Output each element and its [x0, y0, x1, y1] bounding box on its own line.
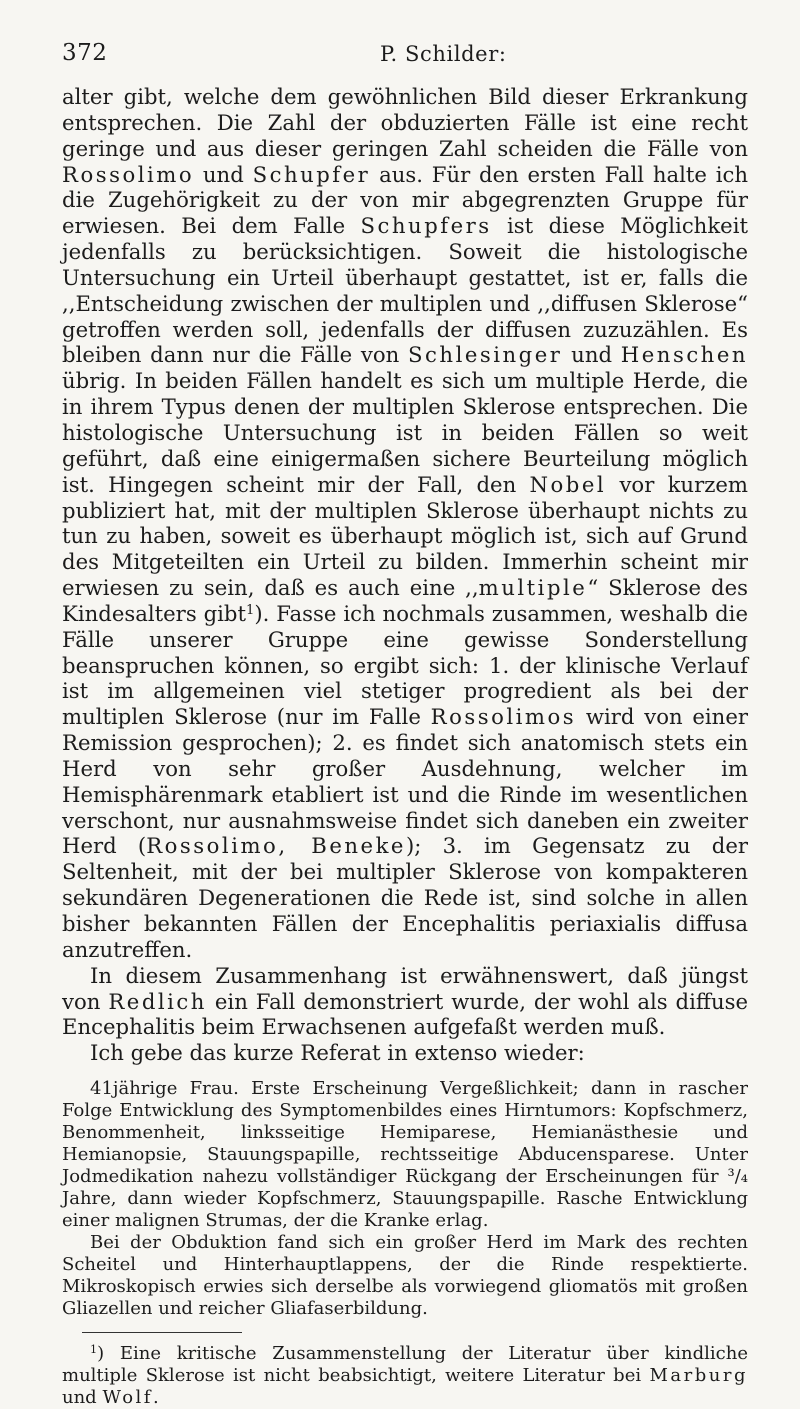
- footnote: [62, 1343, 748, 1409]
- text-run: und: [194, 161, 253, 187]
- page-header: [62, 40, 742, 74]
- paragraph-3: Ich gebe das kurze Referat in extenso wieder:: [90, 1040, 585, 1066]
- author-name: Schupfers: [360, 213, 492, 239]
- text-run: .: [152, 1387, 159, 1409]
- running-head: P. Schilder:: [380, 42, 507, 66]
- page-number: 372: [62, 40, 108, 66]
- citation-paragraph-2: Bei der Obduktion fand sich ein großer Herd im Mark des rechten Scheitel und Hinterhauptlappens, der die Rinde respektierte. Mikroskopisch erwies sich derselbe als vorwiegend gliomatös mit großen Gliazellen und reicher Gliafaserbildung.: [62, 1232, 748, 1320]
- text-run: ); 3. im Gegensatz zu der Seltenheit, mit der bei multipler Sklerose von kompakteren sekundären Degenerationen die Rede ist, sind solche in allen bisher bekannten Fällen der Encephalitis periaxialis diffusa anzutreffen.: [62, 833, 748, 962]
- text-run: “ Sklerose des Kindesalters gibt: [62, 575, 748, 626]
- text-run: ist diese Möglichkeit jedenfalls zu berücksichtigen. Soweit die histologische Untersuchung ein Urteil überhaupt gestattet, ist er, falls die ,,Entscheidung zwischen der multiplen und ,,diffusen Sklerose“ getroffen werden soll, jedenfalls der diffusen zuzuzählen. Es bleiben dann nur die Fälle von: [62, 213, 748, 368]
- text-run: aus. Für den ersten Fall halte ich die Zugehörigkeit zu der von mir abgegrenzten Gruppe für erwiesen. Bei dem Falle: [62, 161, 748, 239]
- paragraph-2: [62, 963, 748, 1041]
- footnote-divider: [82, 1332, 242, 1333]
- author-name: Nobel: [529, 471, 607, 497]
- text-run: ein Fall demonstriert wurde, der wohl als diffuse Encephalitis beim Erwachsenen aufgefaßt werden muß.: [62, 988, 749, 1040]
- text-run: und: [562, 342, 621, 368]
- text-run: ) Eine kritische Zusammenstellung der Literatur über kindliche multiple Sklerose ist nicht beabsichtigt, weitere Literatur bei: [62, 1343, 748, 1387]
- author-name: Marburg: [649, 1365, 748, 1387]
- author-name: Wolf: [102, 1387, 153, 1409]
- footnote-marker[interactable]: 1: [246, 602, 255, 618]
- author-name: Rossolimo: [62, 161, 195, 187]
- text-run: wird von einer Remission gesprochen); 2. es findet sich anatomisch stets ein Herd von sehr großer Ausdehnung, welcher im Hemisphärenmark etabliert ist und die Rinde im wesentlichen verschont, nur ausnahmsweise findet sich daneben ein zweiter Herd (: [62, 704, 748, 859]
- paragraph-1: [62, 84, 748, 963]
- author-name: Redlich: [108, 988, 207, 1014]
- quoted-report: [62, 1078, 748, 1320]
- footnote-number: 1: [90, 1342, 98, 1356]
- text-run: In diesem Zusammenhang ist erwähnenswert, daß jüngst von: [62, 962, 748, 1014]
- author-name: Schupfer: [252, 161, 371, 187]
- main-text: [62, 84, 748, 1409]
- author-name: Henschen: [620, 342, 749, 368]
- text-run: ). Fasse ich nochmals zusammen, weshalb die Fälle unserer Gruppe eine gewisse Sonderstellung beanspruchen können, so ergibt sich: 1. der klinische Verlauf ist im allgemeinen viel stetiger progredient als bei der multiplen Sklerose (nur im Falle: [62, 600, 748, 730]
- author-name: Rossolimo, Beneke: [146, 833, 406, 859]
- text-run: alter gibt, welche dem gewöhnlichen Bild dieser Erkrankung entsprechen. Die Zahl der obduzierten Fälle ist eine recht geringe und aus dieser geringen Zahl scheiden die Fälle von: [62, 84, 748, 161]
- footnote-text: [62, 1343, 748, 1409]
- text-run: vor kurzem publiziert hat, mit der multiplen Sklerose überhaupt nichts zu tun zu haben, soweit es überhaupt möglich ist, sich auf Grund des Mitgeteilten ein Urteil zu bilden. Immerhin scheint mir erwiesen zu sein, daß es auch eine ,,: [62, 471, 748, 601]
- text-run: und: [62, 1387, 103, 1409]
- emphasized-term: multiple: [478, 575, 588, 601]
- author-name: Rossolimos: [430, 704, 577, 730]
- text-run: übrig. In beiden Fällen handelt es sich um multiple Herde, die in ihrem Typus denen der multiplen Sklerose entsprechen. Die histologische Untersuchung ist in beiden Fällen so weit geführt, daß eine einigermaßen sichere Beurteilung möglich ist. Hingegen scheint mir der Fall, den: [62, 368, 748, 497]
- author-name: Schlesinger: [408, 342, 563, 368]
- citation-paragraph-1: 41jährige Frau. Erste Erscheinung Vergeßlichkeit; dann in rascher Folge Entwicklung des Symptomenbildes eines Hirntumors: Kopfschmerz, Benommenheit, linksseitige Hemiparese, Hemianästhesie und Hemianopsie, Stauungspapille, rechtsseitige Abducensparese. Unter Jodmedikation nahezu vollständiger Rückgang der Erscheinungen für ³/₄ Jahre, dann wieder Kopfschmerz, Stauungspapille. Rasche Entwicklung einer malignen Strumas, der die Kranke erlag.: [62, 1078, 748, 1232]
